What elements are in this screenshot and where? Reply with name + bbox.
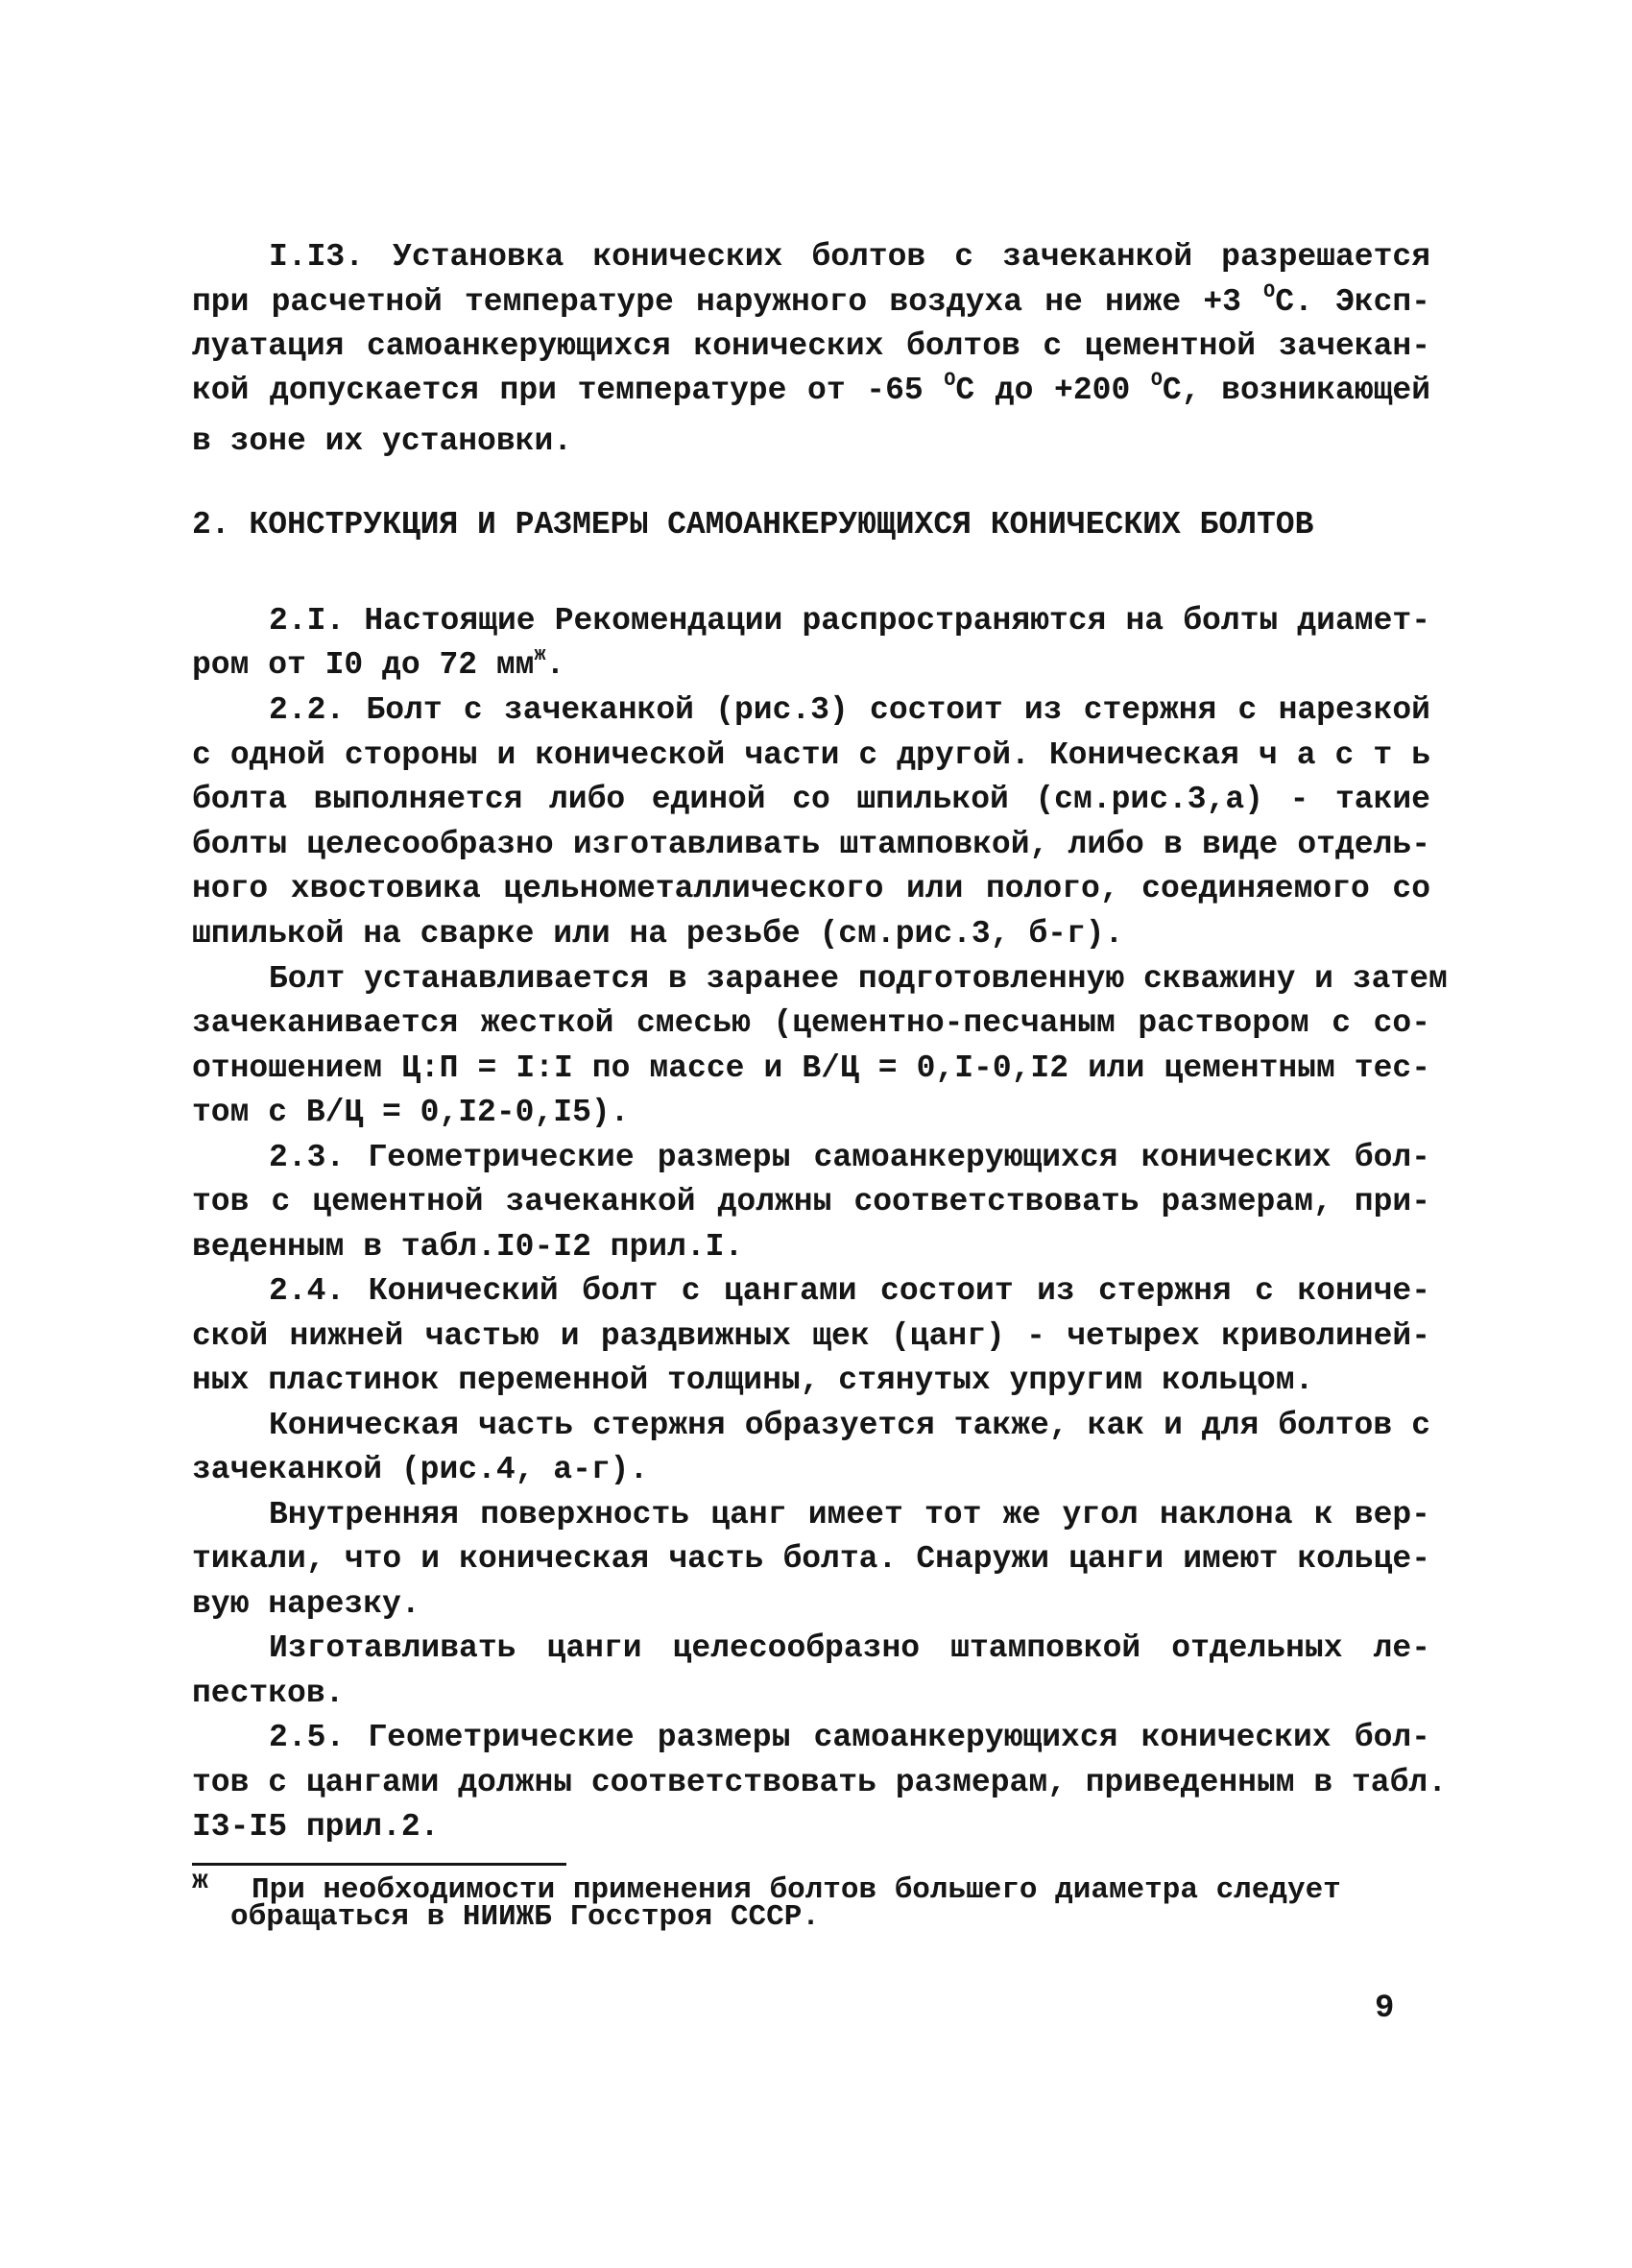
text-fragment: кой допускается при температуре от -65 bbox=[192, 373, 945, 408]
footnote-rule bbox=[192, 1863, 566, 1866]
text-fragment: C, возникающей bbox=[1162, 373, 1431, 408]
text-line: тов с цангами должны соответствовать размерам, приведенным в табл. bbox=[192, 1765, 1448, 1800]
text-line: 2.I. Настоящие Рекомендации распространяются на болты диамет- bbox=[269, 603, 1430, 639]
text-line: ных пластинок переменной толщины, стянутых упругим кольцом. bbox=[192, 1363, 1314, 1398]
text-line: тикали, что и коническая часть болта. Снаружи цанги имеют кольце- bbox=[192, 1541, 1430, 1577]
text-line: 2.5. Геометрические размеры самоанкерующихся конических бол- bbox=[269, 1720, 1430, 1755]
text-fragment: C до +200 bbox=[955, 373, 1151, 408]
text-line: луатация самоанкерующихся конических болтов с цементной зачекан- bbox=[192, 328, 1430, 364]
text-line: в зоне их установки. bbox=[192, 423, 573, 459]
footnote-marker: ж bbox=[192, 1867, 208, 1896]
text-line: болты целесообразно изготавливать штамповкой, либо в виде отдель- bbox=[192, 827, 1430, 862]
text-line: веденным в табл.I0-I2 прил.I. bbox=[192, 1229, 744, 1265]
text-line: 2.2. Болт с зачеканкой (рис.3) состоит из стержня с нарезкой bbox=[269, 692, 1430, 728]
page-number: 9 bbox=[1375, 1991, 1395, 2027]
text-line: Изготавливать цанги целесообразно штамповкой отдельных ле- bbox=[269, 1630, 1430, 1666]
footnote-line: обращаться в НИИЖБ Госстроя СССР. bbox=[230, 1900, 820, 1934]
text-line: I3-I5 прил.2. bbox=[192, 1809, 440, 1845]
text-line: отношением Ц:П = I:I по массе и В/Ц = 0,I-0,I2 или цементным тес- bbox=[192, 1050, 1430, 1086]
text-line: Внутренняя поверхность цанг имеет тот же угол наклона к вер- bbox=[269, 1497, 1430, 1532]
text-line: Болт устанавливается в заранее подготовленную скважину и затем bbox=[269, 961, 1448, 997]
text-line: I.I3. Установка конических болтов с зачеканкой разрешается bbox=[269, 239, 1430, 275]
text-line: шпилькой на сварке или на резьбе (см.рис.3, б-г). bbox=[192, 916, 1124, 952]
text-line: том с В/Ц = 0,I2-0,I5). bbox=[192, 1095, 630, 1130]
text-fragment: ром от I0 до 72 мм bbox=[192, 647, 535, 683]
text-line: 2.4. Конический болт с цангами состоит из стержня с кониче- bbox=[269, 1273, 1430, 1309]
text-line: тов с цементной зачеканкой должны соответствовать размерам, при- bbox=[192, 1184, 1430, 1219]
footnote-marker: ж bbox=[534, 644, 546, 666]
text-line: с одной стороны и конической части с другой. Коническая ч а с т ь bbox=[192, 737, 1430, 773]
text-line: ного хвостовика цельнометаллического или полого, соединяемого со bbox=[192, 871, 1430, 906]
text-line: вую нарезку. bbox=[192, 1586, 420, 1622]
text-line bbox=[192, 372, 1430, 410]
text-line: зачеканкой (рис.4, а-г). bbox=[192, 1452, 649, 1487]
text-fragment: . bbox=[545, 647, 565, 683]
degree-sign: O bbox=[1150, 370, 1163, 392]
text-fragment: C. Эксп- bbox=[1275, 284, 1430, 320]
degree-sign: O bbox=[944, 370, 956, 392]
text-line: болта выполняется либо единой со шпилькой (см.рис.3,а) - такие bbox=[192, 782, 1430, 817]
text-line: Коническая часть стержня образуется также, как и для болтов с bbox=[269, 1408, 1430, 1443]
degree-sign: O bbox=[1263, 281, 1276, 303]
section-heading: 2. КОНСТРУКЦИЯ И РАЗМЕРЫ САМОАНКЕРУЮЩИХСЯ КОНИЧЕСКИХ БОЛТОВ bbox=[192, 507, 1314, 543]
text-fragment: при расчетной температуре наружного воздуха не ниже +3 bbox=[192, 284, 1264, 320]
text-line: зачеканивается жесткой смесью (цементно-песчаным раствором с со- bbox=[192, 1005, 1430, 1041]
footnote-line: При необходимости применения болтов большего диаметра следует bbox=[252, 1873, 1341, 1907]
text-line bbox=[192, 646, 1430, 685]
text-line bbox=[192, 283, 1430, 322]
text-line: пестков. bbox=[192, 1676, 345, 1711]
text-line: 2.3. Геометрические размеры самоанкерующихся конических бол- bbox=[269, 1140, 1430, 1175]
text-line: ской нижней частью и раздвижных щек (цанг) - четырех криволиней- bbox=[192, 1318, 1430, 1354]
